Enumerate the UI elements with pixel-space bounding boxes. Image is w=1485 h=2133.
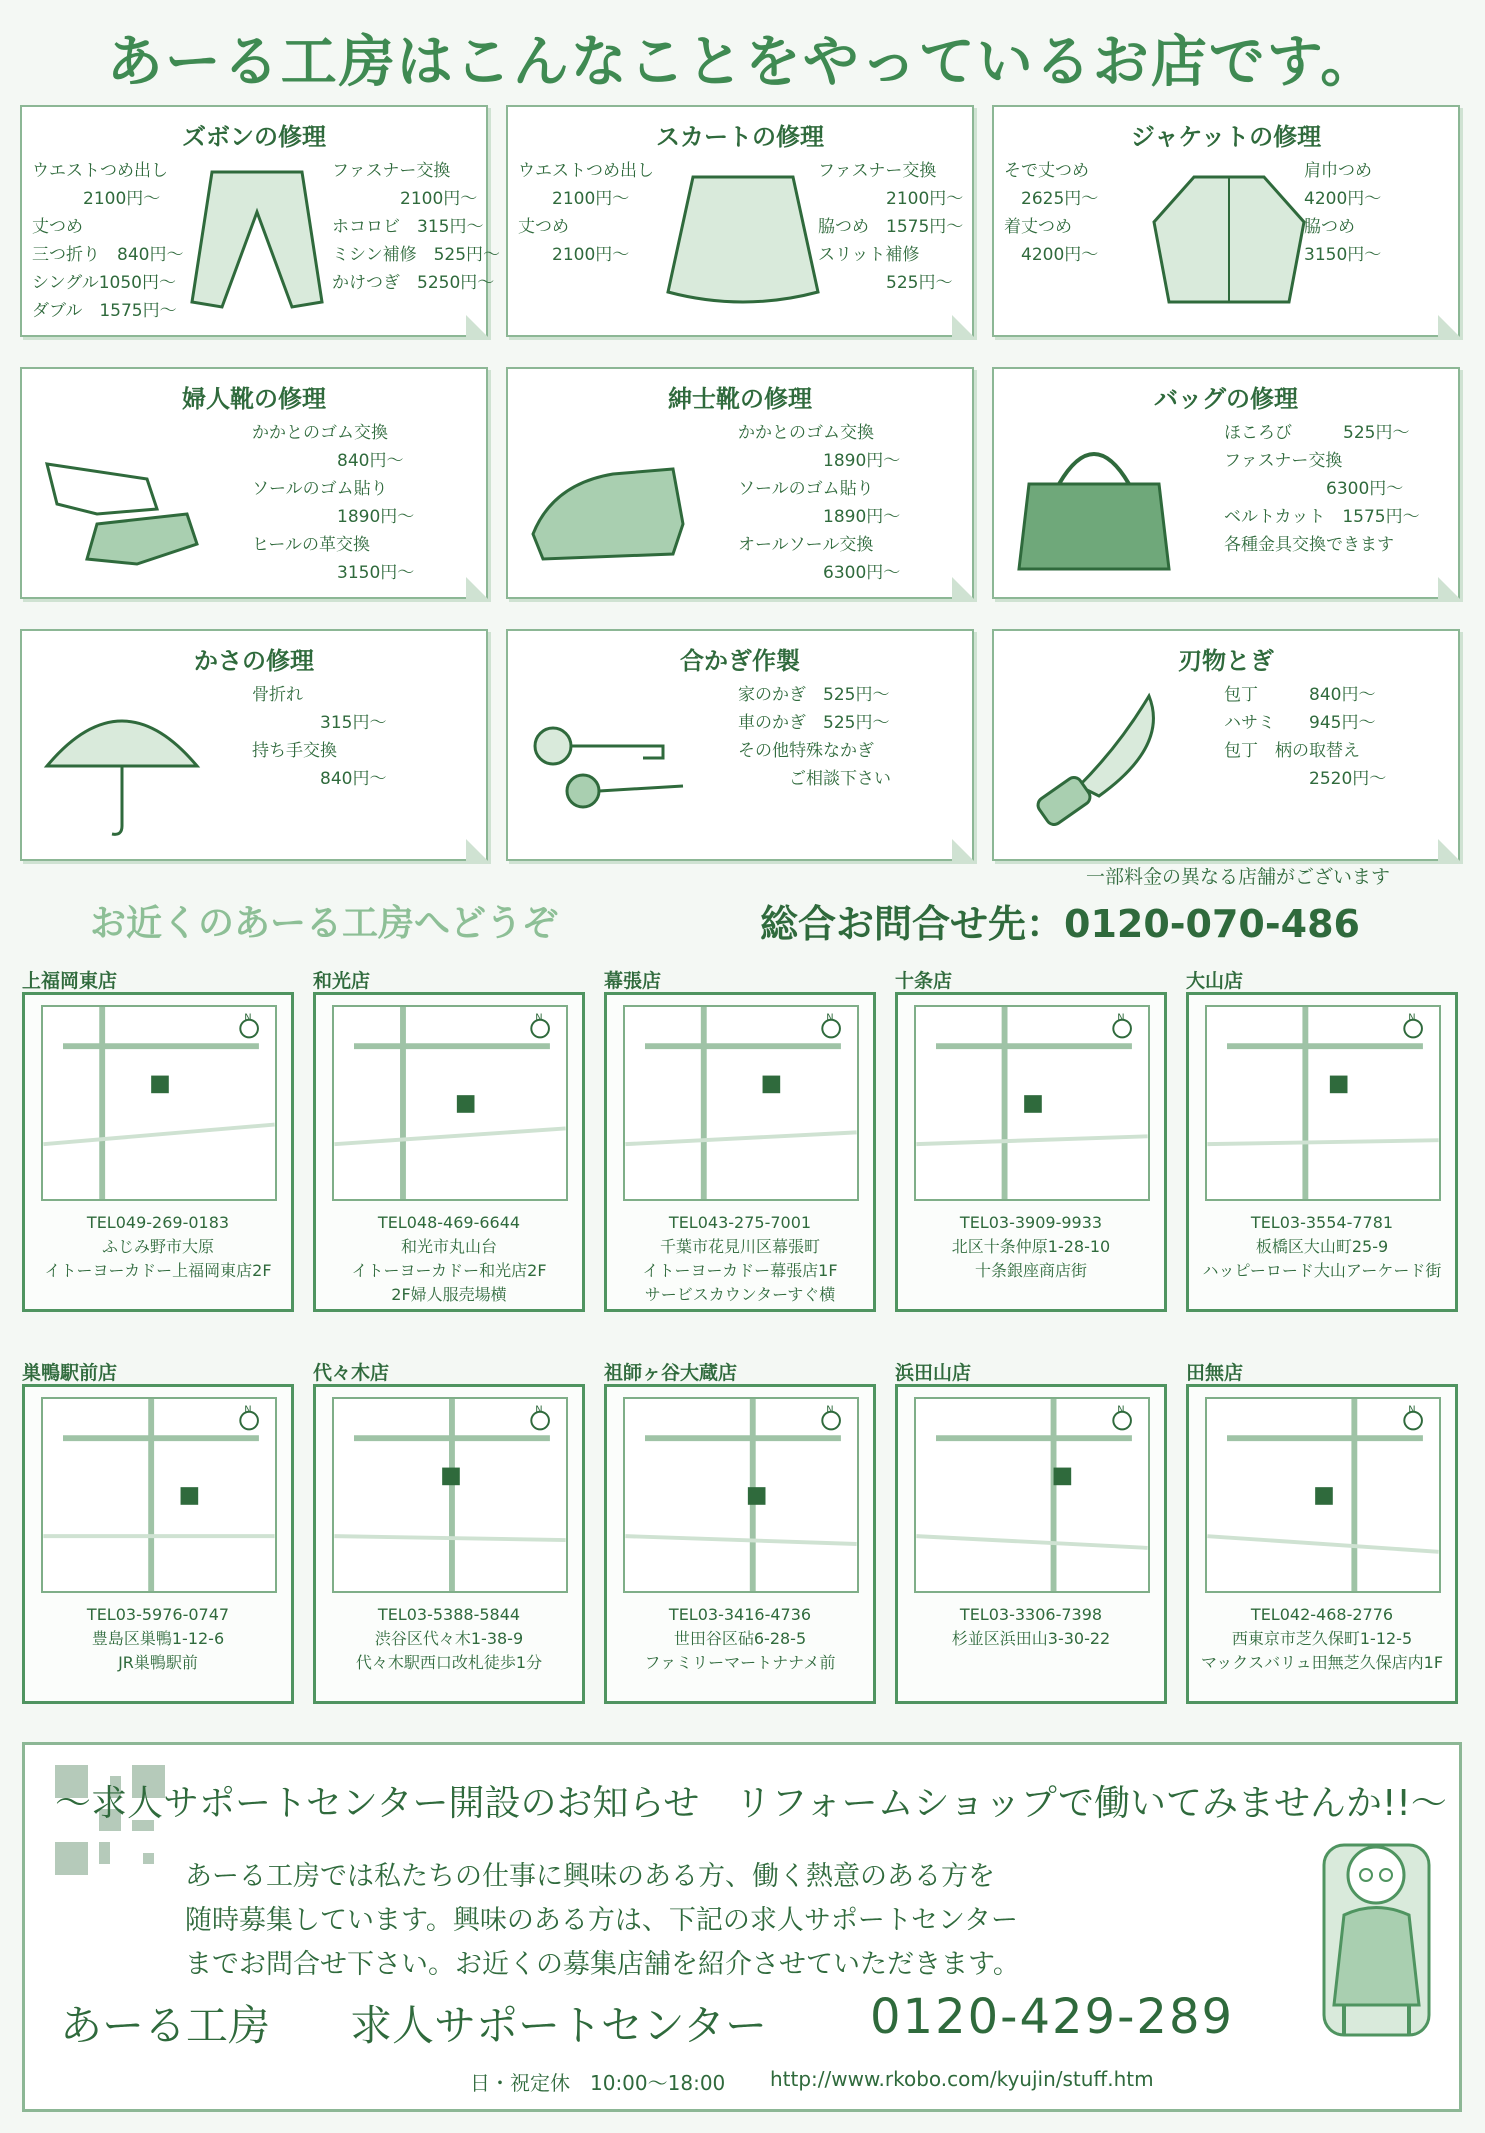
svg-text:N: N: [244, 1012, 252, 1024]
store-name: 代々木店: [313, 1362, 390, 1384]
price-line: かかとのゴム交換: [252, 423, 388, 443]
store-info-line: TEL049-269-0183: [86, 1213, 230, 1232]
store-box: [895, 992, 1167, 1312]
svg-text:N: N: [1408, 1404, 1416, 1416]
store-map-icon[interactable]: [623, 1005, 859, 1201]
recruit-org: あーる工房: [60, 2001, 271, 2050]
page-fold: [1438, 315, 1460, 337]
price-line: 2520円〜: [1224, 769, 1387, 789]
store-card: [1186, 966, 1458, 1312]
service-price-list-left: [1004, 157, 1098, 269]
svg-text:N: N: [826, 1012, 834, 1024]
price-line: ソールのゴム貼り: [738, 479, 874, 499]
svg-text:N: N: [1408, 1012, 1416, 1024]
store-info: [1189, 1211, 1455, 1283]
service-title: 婦人靴の修理: [182, 385, 326, 413]
price-line: 2100円〜: [818, 189, 964, 209]
price-line: 2100円〜: [518, 245, 630, 265]
price-line: 脇つめ 1575円〜: [818, 217, 964, 237]
price-line: 脇つめ: [1304, 217, 1355, 237]
svg-text:N: N: [535, 1404, 543, 1416]
page-fold: [952, 577, 974, 599]
store-box: [1186, 992, 1458, 1312]
store-info-line: 和光市丸山台: [400, 1237, 497, 1256]
price-line: 840円〜: [252, 769, 387, 789]
price-line: 525円〜: [818, 273, 953, 293]
store-name: 浜田山店: [895, 1362, 972, 1384]
price-line: ハサミ 945円〜: [1224, 713, 1376, 733]
svg-text:N: N: [535, 1012, 543, 1024]
store-card: [22, 966, 294, 1312]
store-info-line: 板橋区大山町25-9: [1255, 1237, 1389, 1256]
page-fold: [1438, 839, 1460, 861]
store-info-line: マックスバリュ田無芝久保店内1F: [1200, 1653, 1444, 1672]
page-fold: [466, 315, 488, 337]
store-info: [25, 1603, 291, 1675]
contact-phone[interactable]: 総合お問合せ先：0120-070-486: [760, 902, 1360, 946]
store-info-line: ファミリーマートナナメ前: [644, 1653, 836, 1672]
recruit-phone[interactable]: 0120-429-289: [870, 1989, 1235, 2045]
store-name: 巣鴨駅前店: [22, 1362, 118, 1384]
bag-icon: [1009, 424, 1179, 574]
store-info-line: 杉並区浜田山3-30-22: [951, 1629, 1111, 1648]
service-card: [506, 629, 974, 861]
service-price-list: [1304, 157, 1381, 269]
price-line: 6300円〜: [1224, 479, 1404, 499]
store-card: [604, 1358, 876, 1704]
page-fold: [466, 839, 488, 861]
store-box: [22, 992, 294, 1312]
price-line: 丈つめ: [518, 217, 569, 237]
recruit-body: あーる工房では私たちの仕事に興味のある方、働く熱意のある方を 随時募集しています。興味のある方は、下記の求人サポートセンター までお問合せ下さい。お近くの募集店舗を紹介させていただきます。: [185, 1861, 1020, 1980]
store-map-icon[interactable]: [332, 1397, 568, 1593]
store-info-line: サービスカウンターすぐ横: [644, 1285, 836, 1304]
store-info-line: 千葉市花見川区幕張町: [659, 1237, 820, 1256]
price-line: かかとのゴム交換: [738, 423, 874, 443]
svg-text:N: N: [1117, 1404, 1125, 1416]
store-map-icon[interactable]: [1205, 1397, 1441, 1593]
store-info-line: 西東京市芝久保町1-12-5: [1231, 1629, 1413, 1648]
service-price-list: [252, 419, 414, 587]
price-line: 三つ折り 840円〜: [32, 245, 184, 265]
service-price-list-left: [518, 157, 654, 269]
store-info-line: TEL03-3306-7398: [959, 1605, 1103, 1624]
price-line: 315円〜: [252, 713, 387, 733]
service-title: ズボンの修理: [182, 123, 326, 151]
store-box: [895, 1384, 1167, 1704]
mens-shoe-icon: [523, 424, 693, 574]
recruit-hours: 日・祝定休 10:00〜18:00: [470, 2071, 726, 2095]
store-info: [607, 1211, 873, 1307]
price-line: 車のかぎ 525円〜: [738, 713, 890, 733]
store-info: [898, 1603, 1164, 1651]
price-line: その他特殊なかぎ: [738, 741, 874, 761]
store-info-line: TEL043-275-7001: [668, 1213, 812, 1232]
store-info-line: JR巣鴨駅前: [118, 1653, 198, 1672]
store-info: [607, 1603, 873, 1675]
price-line: オールソール交換: [738, 535, 874, 555]
price-line: 4200円〜: [1304, 189, 1382, 209]
price-line: 1890円〜: [738, 451, 901, 471]
store-map-icon[interactable]: [623, 1397, 859, 1593]
price-line: 2100円〜: [332, 189, 478, 209]
store-card: [313, 966, 585, 1312]
page-fold: [952, 315, 974, 337]
stores-heading: お近くのあーる工房へどうぞ: [90, 903, 559, 944]
service-price-list: [738, 419, 900, 587]
price-line: 3150円〜: [1304, 245, 1382, 265]
service-title: スカートの修理: [656, 123, 824, 151]
service-title: バッグの修理: [1154, 385, 1298, 413]
store-info-line: ハッピーロード大山アーケード街: [1202, 1261, 1442, 1280]
jacket-icon: [1144, 162, 1314, 312]
skirt-icon: [658, 162, 828, 312]
service-card: [992, 105, 1460, 337]
store-box: [1186, 1384, 1458, 1704]
price-line: 840円〜: [252, 451, 404, 471]
store-card: [895, 966, 1167, 1312]
store-name: 祖師ヶ谷大蔵店: [604, 1362, 738, 1384]
store-info-line: TEL03-5976-0747: [86, 1605, 230, 1624]
store-info-line: イトーヨーカドー上福岡東店2F: [44, 1261, 272, 1280]
store-info-line: 2F婦人服売場横: [391, 1285, 507, 1304]
price-line: ミシン補修 525円〜: [332, 245, 501, 265]
recruit-title: 〜求人サポートセンター開設のお知らせ リフォームショップで働いてみませんか!!〜: [55, 1783, 1447, 1824]
svg-text:N: N: [244, 1404, 252, 1416]
store-card: [604, 966, 876, 1312]
price-line: 丈つめ: [32, 217, 83, 237]
store-map-icon[interactable]: [1205, 1005, 1441, 1201]
store-card: [313, 1358, 585, 1704]
service-card: [992, 629, 1460, 861]
store-info-line: ふじみ野市大原: [101, 1237, 214, 1256]
service-card: [20, 367, 488, 599]
store-info-line: 世田谷区砧6-28-5: [673, 1629, 807, 1648]
price-line: 肩巾つめ: [1304, 161, 1372, 181]
recruit-center: 求人サポートセンター: [350, 2001, 768, 2050]
recruit-section: [22, 1742, 1462, 2112]
store-info-line: イトーヨーカドー幕張店1F: [642, 1261, 838, 1280]
store-info-line: 十条銀座商店街: [974, 1261, 1087, 1280]
service-price-list: [738, 681, 891, 793]
price-line: 4200円〜: [1004, 245, 1099, 265]
store-info: [898, 1211, 1164, 1283]
store-info-line: 北区十条仲原1-28-10: [951, 1237, 1111, 1256]
store-info-line: 豊島区巣鴨1-12-6: [91, 1629, 225, 1648]
price-line: ご相談下さい: [738, 769, 891, 789]
price-line: ファスナー交換: [332, 161, 451, 181]
service-title: 刃物とぎ: [1178, 647, 1274, 675]
store-info: [316, 1603, 582, 1675]
store-info-line: TEL042-468-2776: [1250, 1605, 1394, 1624]
store-info: [25, 1211, 291, 1283]
store-map-icon[interactable]: [914, 1397, 1150, 1593]
service-price-list: [1224, 419, 1420, 559]
store-box: [313, 992, 585, 1312]
store-box: [22, 1384, 294, 1704]
store-info: [316, 1211, 582, 1307]
store-info-line: TEL03-3909-9933: [959, 1213, 1103, 1232]
svg-text:N: N: [1117, 1012, 1125, 1024]
service-price-list: [818, 157, 963, 297]
price-line: ファスナー交換: [1224, 451, 1343, 471]
price-line: 着丈つめ: [1004, 217, 1072, 237]
price-line: 6300円〜: [738, 563, 901, 583]
store-map-icon[interactable]: [41, 1397, 277, 1593]
store-name: 十条店: [895, 970, 953, 992]
recruit-url[interactable]: http://www.rkobo.com/kyujin/stuff.htm: [770, 2067, 1154, 2091]
store-info-line: TEL03-3416-4736: [668, 1605, 812, 1624]
service-title: ジャケットの修理: [1130, 123, 1322, 151]
page-fold: [952, 839, 974, 861]
price-line: ホコロビ 315円〜: [332, 217, 484, 237]
price-line: シングル1050円〜: [32, 273, 176, 293]
service-price-list-left: [32, 157, 183, 325]
price-line: 包丁 840円〜: [1224, 685, 1376, 705]
price-line: ソールのゴム貼り: [252, 479, 388, 499]
price-line: 1890円〜: [738, 507, 901, 527]
price-line: 2100円〜: [518, 189, 630, 209]
service-price-list: [332, 157, 500, 297]
store-info: [1189, 1603, 1455, 1675]
store-map-icon[interactable]: [914, 1005, 1150, 1201]
trousers-icon: [172, 162, 342, 312]
price-line: 2100円〜: [32, 189, 161, 209]
umbrella-icon: [37, 686, 207, 836]
store-box: [604, 1384, 876, 1704]
page-title: あーる工房はこんなことをやっているお店です。: [106, 30, 1379, 95]
price-line: ダブル 1575円〜: [32, 301, 177, 321]
price-line: 家のかぎ 525円〜: [738, 685, 890, 705]
service-card: [992, 367, 1460, 599]
price-line: 包丁 柄の取替え: [1224, 741, 1360, 761]
price-line: 1890円〜: [252, 507, 415, 527]
store-info-line: TEL048-469-6644: [377, 1213, 521, 1232]
store-name: 和光店: [313, 970, 371, 992]
store-name: 田無店: [1186, 1362, 1244, 1384]
store-card: [22, 1358, 294, 1704]
grandma-illustration-icon: [1314, 1805, 1439, 2045]
price-line: 骨折れ: [252, 685, 303, 705]
price-line: ほころび 525円〜: [1224, 423, 1410, 443]
price-line: 2625円〜: [1004, 189, 1099, 209]
service-price-list: [1224, 681, 1386, 793]
knife-icon: [1009, 686, 1179, 836]
store-name: 幕張店: [604, 970, 662, 992]
store-name: 大山店: [1186, 970, 1244, 992]
price-line: ウエストつめ出し: [32, 161, 168, 181]
store-info-line: 渋谷区代々木1-38-9: [374, 1629, 524, 1648]
page-fold: [1438, 577, 1460, 599]
service-card: [506, 367, 974, 599]
store-map-icon[interactable]: [41, 1005, 277, 1201]
store-card: [895, 1358, 1167, 1704]
price-line: ヒールの革交換: [252, 535, 370, 555]
price-line: スリット補修: [818, 245, 920, 265]
service-title: 合かぎ作製: [680, 647, 800, 675]
service-card: [506, 105, 974, 337]
store-info-line: TEL03-3554-7781: [1250, 1213, 1394, 1232]
store-info-line: TEL03-5388-5844: [377, 1605, 521, 1624]
price-line: 各種金具交換できます: [1224, 535, 1394, 555]
service-card: [20, 629, 488, 861]
keys-icon: [523, 686, 693, 836]
service-card: [20, 105, 501, 337]
price-line: 持ち手交換: [252, 741, 337, 761]
price-line: そで丈つめ: [1004, 161, 1089, 181]
store-box: [604, 992, 876, 1312]
svg-text:N: N: [826, 1404, 834, 1416]
service-price-list: [252, 681, 386, 793]
store-box: [313, 1384, 585, 1704]
store-name: 上福岡東店: [22, 970, 118, 992]
price-line: ウエストつめ出し: [518, 161, 654, 181]
price-line: ベルトカット 1575円〜: [1224, 507, 1420, 527]
price-line: 3150円〜: [252, 563, 415, 583]
service-title: かさの修理: [194, 647, 314, 675]
store-map-icon[interactable]: [332, 1005, 568, 1201]
price-line: かけつぎ 5250円〜: [332, 273, 495, 293]
ladies-shoes-icon: [37, 424, 207, 574]
store-info-line: イトーヨーカドー和光店2F: [351, 1261, 547, 1280]
service-title: 紳士靴の修理: [668, 385, 812, 413]
page-fold: [466, 577, 488, 599]
store-card: [1186, 1358, 1458, 1704]
store-info-line: 代々木駅西口改札徒歩1分: [355, 1653, 543, 1672]
price-note: 一部料金の異なる店舗がございます: [1085, 866, 1390, 888]
price-line: ファスナー交換: [818, 161, 937, 181]
